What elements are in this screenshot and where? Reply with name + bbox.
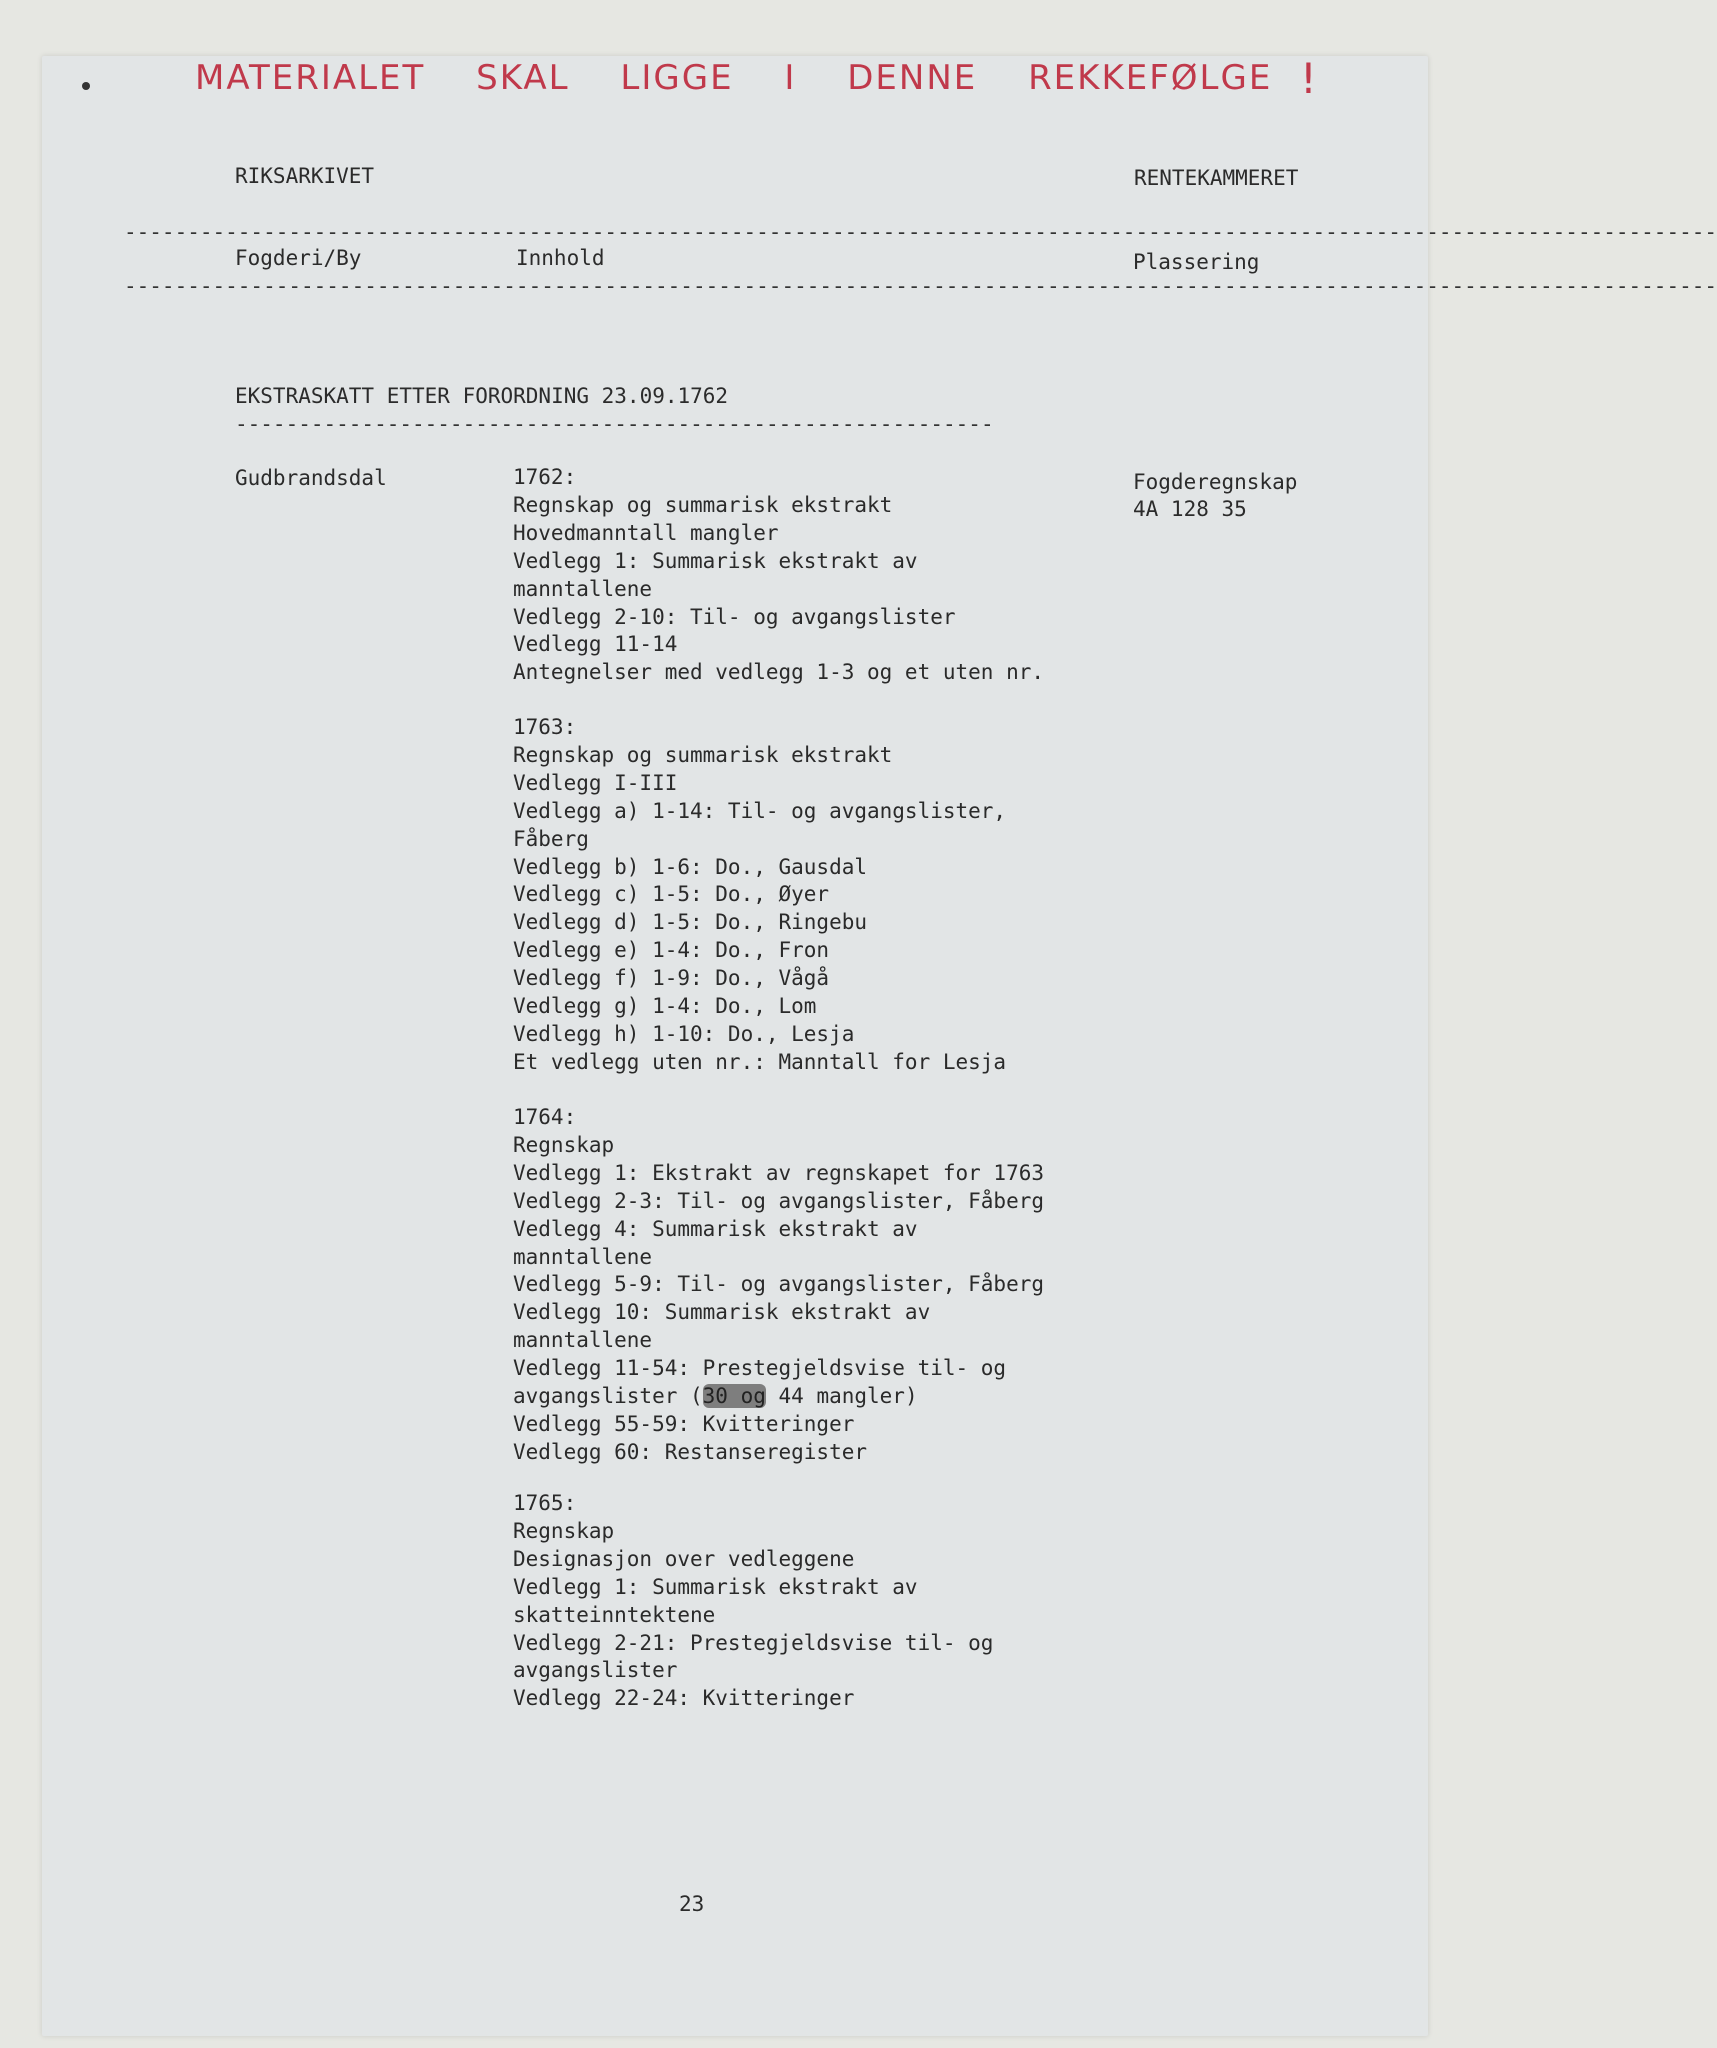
smudged-line-after: 44 mangler): [765, 1384, 918, 1409]
exclamation-mark: !: [1300, 54, 1317, 103]
entry-line: Vedlegg 2-10: Til- og avgangslister: [513, 604, 956, 629]
entry-line: avgangslister: [513, 1658, 678, 1683]
note-word: DENNE: [847, 58, 978, 98]
entry-line: Regnskap: [513, 1132, 615, 1157]
entry-line: Vedlegg g) 1-4: Do., Lom: [513, 994, 817, 1019]
entry-line: Regnskap og summarisk ekstrakt: [513, 742, 893, 767]
entry-line: Vedlegg b) 1-6: Do., Gausdal: [513, 854, 868, 879]
note-word: I: [784, 58, 797, 98]
entry-line-smudged: [513, 1383, 1044, 1411]
entry-line: Vedlegg 1: Summarisk ekstrakt av: [513, 1574, 918, 1599]
entry-line: skatteinntektene: [513, 1602, 716, 1627]
note-word: LIGGE: [620, 58, 734, 98]
entry-line: Vedlegg d) 1-5: Do., Ringebu: [513, 910, 868, 935]
entry-line: Vedlegg 4: Summarisk ekstrakt av: [513, 1216, 918, 1241]
entry-line: Vedlegg 2-21: Prestegjeldsvise til- og: [513, 1630, 994, 1655]
entry-line: manntallene: [513, 1328, 653, 1353]
header-right: RENTEKAMMERET: [1134, 166, 1299, 190]
year-heading: 1763:: [513, 715, 577, 739]
entry-line: Et vedlegg uten nr.: Manntall for Lesja: [513, 1049, 1007, 1074]
entry-line: Vedlegg h) 1-10: Do., Lesja: [513, 1021, 855, 1046]
year-block-1765: [513, 1490, 993, 1713]
entry-line: Antegnelser med vedlegg 1-3 og et uten nr.: [513, 660, 1045, 685]
header-left: RIKSARKIVET: [235, 164, 375, 188]
entry-line: Vedlegg 2-3: Til- og avgangslister, Fåberg: [513, 1188, 1045, 1213]
entry-line: Vedlegg f) 1-9: Do., Vågå: [513, 966, 830, 991]
year-block-1764: [513, 1104, 1044, 1467]
entry-line: Hovedmanntall mangler: [513, 520, 779, 545]
year-heading: 1762:: [513, 465, 577, 489]
year-heading: 1764:: [513, 1105, 577, 1129]
entry-line: manntallene: [513, 1244, 653, 1269]
smudged-text: 30 og: [702, 1384, 766, 1409]
year-block-1763: [513, 714, 1006, 1077]
plassering-line: Fogderegnskap: [1133, 470, 1298, 494]
divider-top: ------------------------------------------------------------------------------------------------------------------------------: [124, 220, 1717, 244]
entry-line: Vedlegg 10: Summarisk ekstrakt av: [513, 1300, 931, 1325]
entry-line: Vedlegg 11-14: [513, 632, 678, 657]
entry-line: Vedlegg c) 1-5: Do., Øyer: [513, 882, 830, 907]
entry-line: Regnskap: [513, 1518, 615, 1543]
entry-line: Vedlegg 1: Ekstrakt av regnskapet for 1763: [513, 1160, 1045, 1185]
section-underline: ------------------------------------------------------------: [235, 412, 994, 436]
note-word: MATERIALET: [195, 58, 426, 98]
column-innhold: Innhold: [516, 246, 605, 270]
entry-line: Vedlegg 5-9: Til- og avgangslister, Fåberg: [513, 1272, 1045, 1297]
entry-line: Vedlegg 1: Summarisk ekstrakt av: [513, 548, 918, 573]
section-title: EKSTRASKATT ETTER FORORDNING 23.09.1762: [235, 384, 729, 408]
divider-bottom: ------------------------------------------------------------------------------------------------------------------------------: [124, 274, 1717, 298]
staple-hole: [82, 82, 90, 90]
entry-line: Vedlegg a) 1-14: Til- og avgangslister,: [513, 798, 1007, 823]
entry-line: Vedlegg I-III: [513, 770, 678, 795]
plassering-line: 4A 128 35: [1133, 497, 1247, 521]
column-fogderi: Fogderi/By: [235, 246, 362, 270]
entry-line: Vedlegg 22-24: Kvitteringer: [513, 1686, 855, 1711]
year-heading: 1765:: [513, 1491, 577, 1515]
note-word: SKAL: [476, 58, 570, 98]
column-plassering: Plassering: [1133, 250, 1260, 274]
fogderi-name: Gudbrandsdal: [235, 466, 387, 490]
entry-line: Vedlegg 60: Restanseregister: [513, 1439, 868, 1464]
entry-line: Regnskap og summarisk ekstrakt: [513, 492, 893, 517]
entry-line: Vedlegg 11-54: Prestegjeldsvise til- og: [513, 1356, 1007, 1381]
entry-line: Vedlegg e) 1-4: Do., Fron: [513, 938, 830, 963]
entry-line: manntallene: [513, 576, 653, 601]
handwritten-note: [195, 58, 1325, 98]
page-number: 23: [679, 1892, 705, 1916]
note-word: REKKEFØLGE: [1028, 58, 1273, 98]
entry-line: Designasjon over vedleggene: [513, 1546, 855, 1571]
year-block-1762: [513, 464, 1044, 687]
entry-line: Vedlegg 55-59: Kvitteringer: [513, 1411, 855, 1436]
entry-line: Fåberg: [513, 826, 589, 851]
smudged-line-before: avgangslister (: [513, 1384, 703, 1409]
